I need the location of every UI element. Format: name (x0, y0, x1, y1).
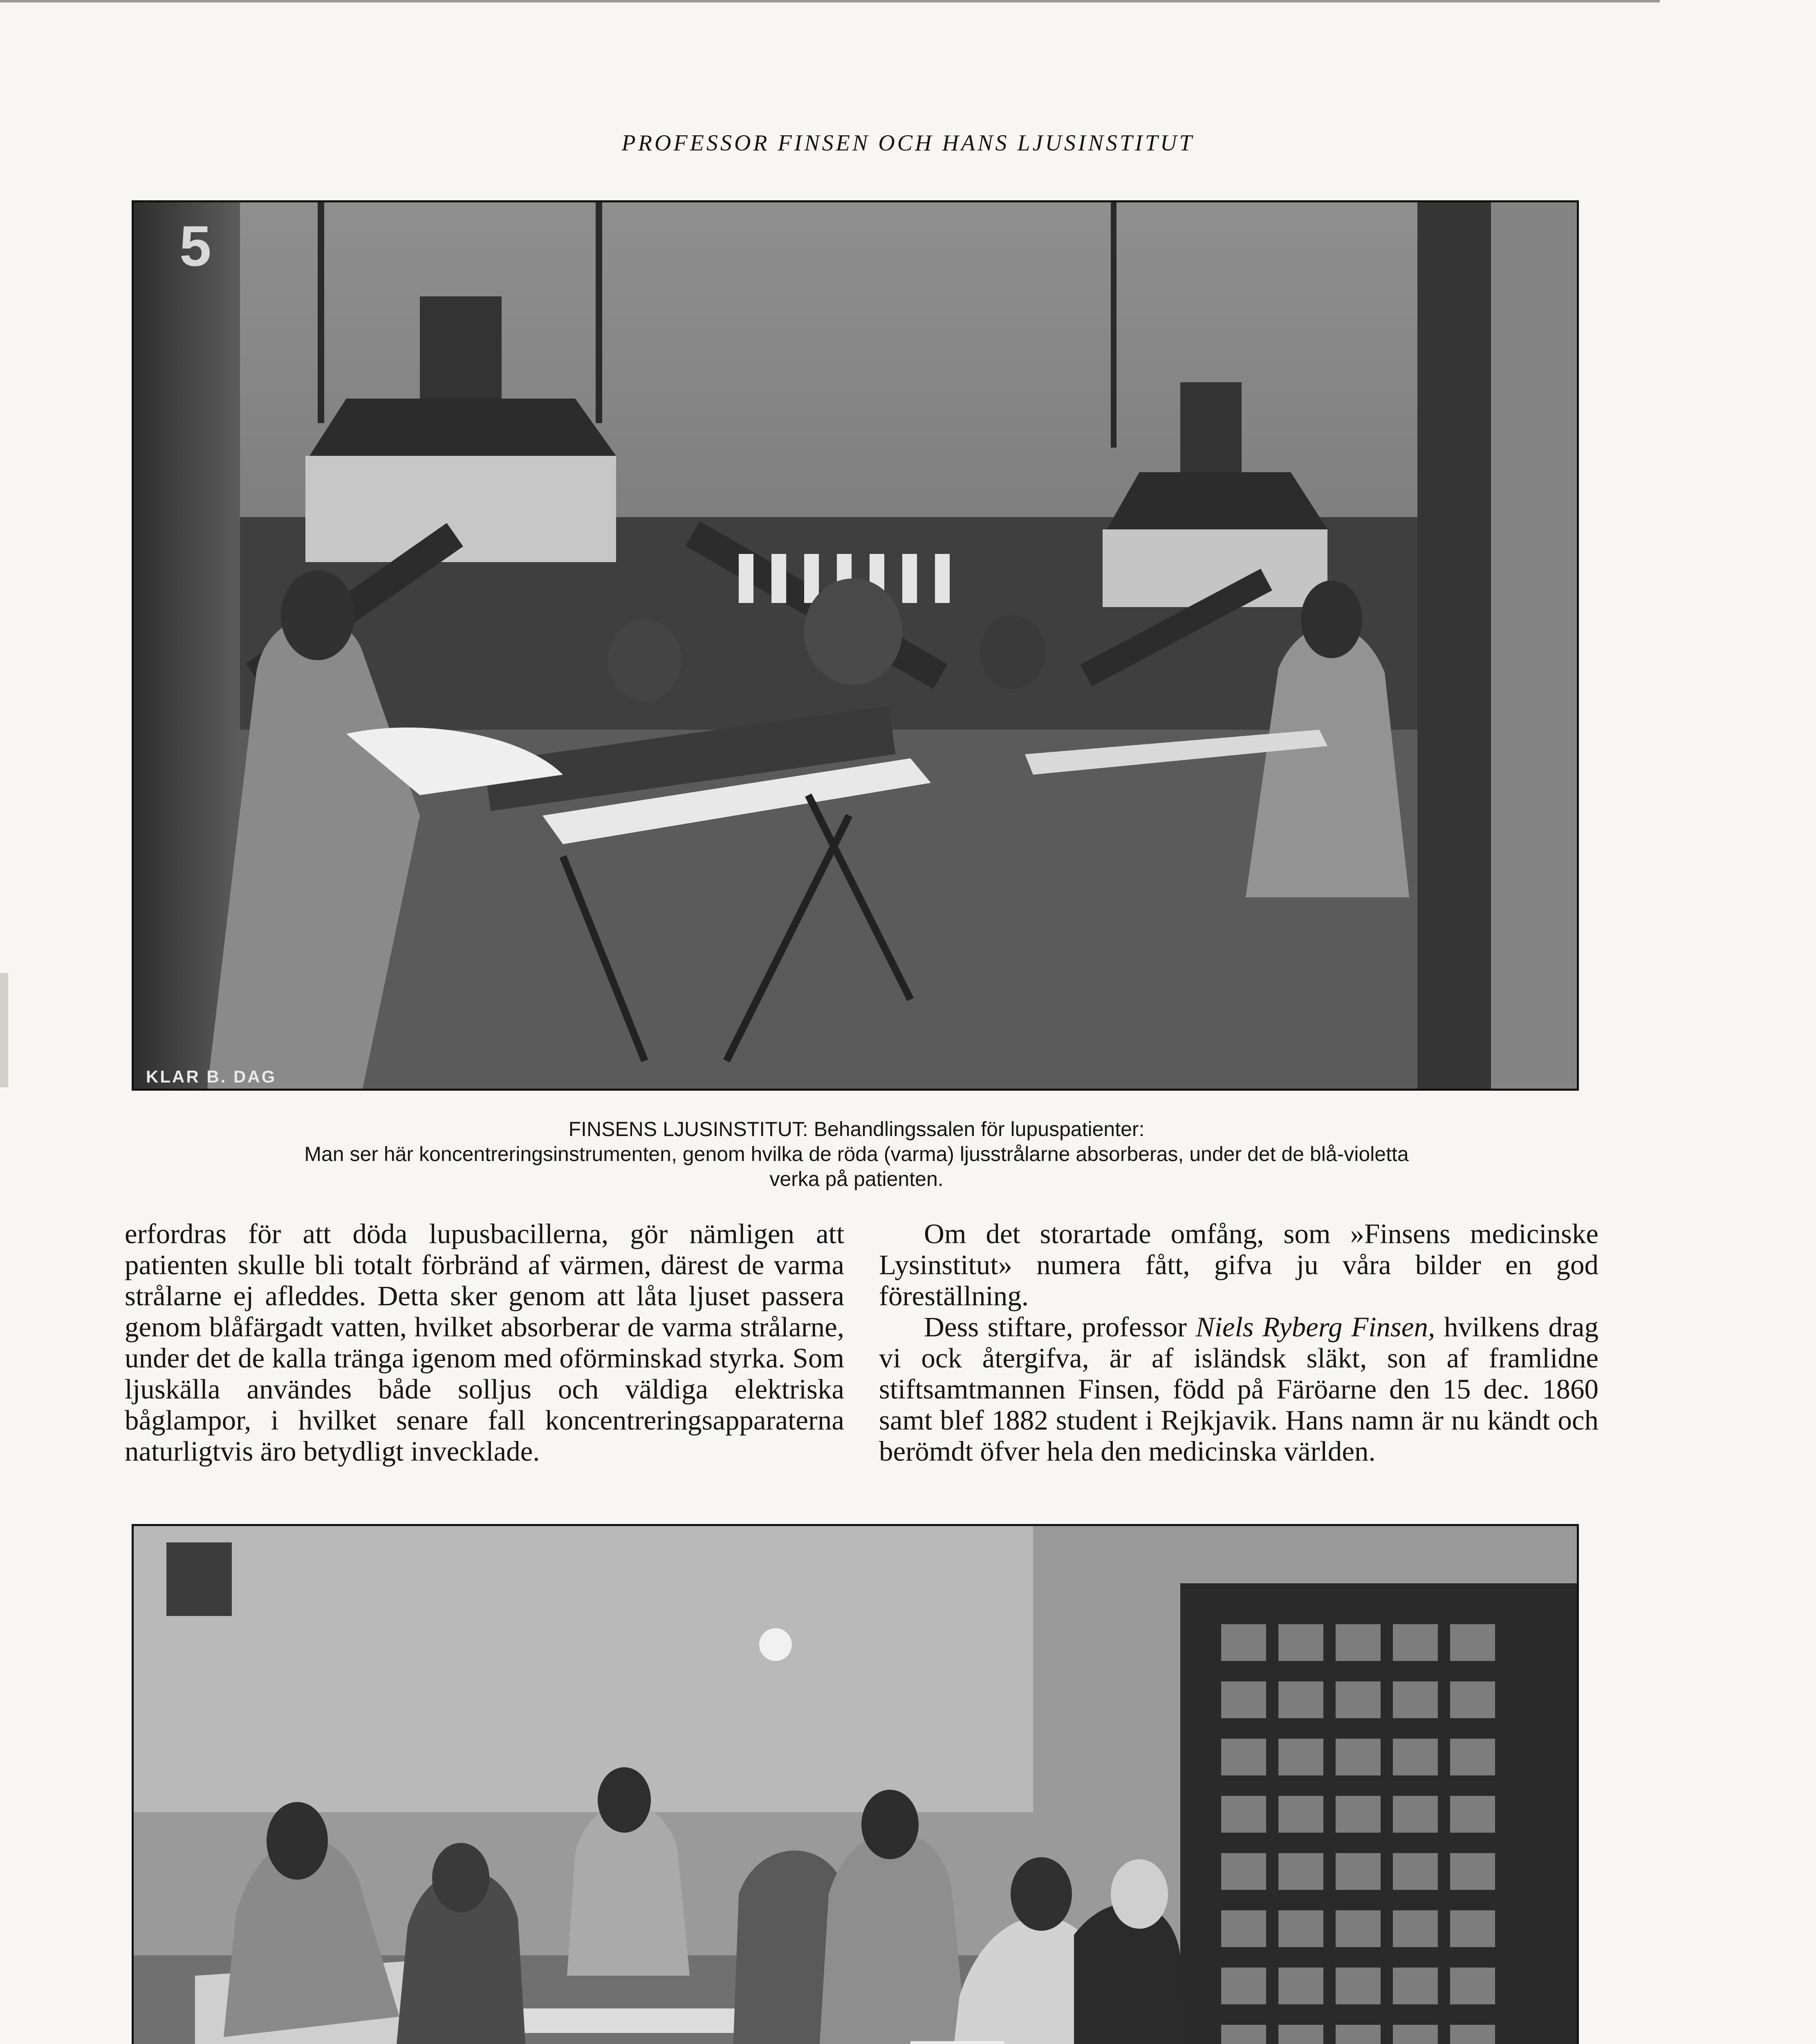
photo-treatment-hall (132, 200, 1579, 1091)
plate-number: 5 (179, 214, 211, 278)
right-paragraph-1: Om det storartade omfång, som »Finsens medicinske Lysinstitut» numera fått, gifva ju våra bilder en god föreställning. (879, 1218, 1599, 1311)
page-edge-mark (0, 973, 8, 1087)
bandaging-room-illustration (134, 1526, 1577, 2044)
caption-line-desc-end: verka på patienten. (769, 1168, 944, 1190)
paragraph-intro: Dess stiftare, professor (924, 1311, 1187, 1342)
photo-bandaging-room (132, 1524, 1579, 2044)
treatment-hall-illustration (134, 202, 1577, 1089)
caption-line-title: FINSENS LJUSINSTITUT: Behandlingssalen för lupuspatienter: (568, 1118, 1145, 1141)
left-text-column (125, 1218, 844, 1467)
right-text-column (879, 1218, 1599, 1467)
running-title: PROFESSOR FINSEN OCH HANS LJUSINSTITUT (621, 130, 1195, 156)
caption-line-desc: Man ser här koncentreringsinstrumenten, genom hvilka de röda (varma) ljusstrålarne absorberas, under det de blå-violetta (304, 1143, 1409, 1165)
figure1-caption (102, 1117, 1611, 1192)
paragraph-body: hvilkens drag vi ock återgifva, är af isländsk släkt, son af framlidne stiftsamtmannen Finsen, född på Färöarne den 15 dec. 1860 samt blef 1882 student i Rejkjavik. Hans namn är nu kändt och berömdt öfver hela den medicinska världen. (879, 1311, 1599, 1467)
page-top-rule (0, 0, 1660, 2)
photo-signature: KLAR B. DAG (146, 1067, 277, 1086)
right-paragraph-2 (879, 1311, 1599, 1467)
founder-name: Niels Ryberg Finsen, (1195, 1311, 1435, 1342)
left-paragraph: erfordras för att döda lupusbacillerna, gör nämligen att patienten skulle bli totalt förbränd af värmen, därest de varma strålarne ej afleddes. Detta sker genom att låta ljuset passera genom blåfärgadt vatten, hvilket absorberar de varma strålarne, under det de kalla tränga igenom med oförminskad styrka. Som ljuskälla användes både solljus och väldiga elektriska båglampor, i hvilket senare fall koncentreringsapparaterna naturligtvis äro betydligt invecklade. (125, 1218, 844, 1467)
